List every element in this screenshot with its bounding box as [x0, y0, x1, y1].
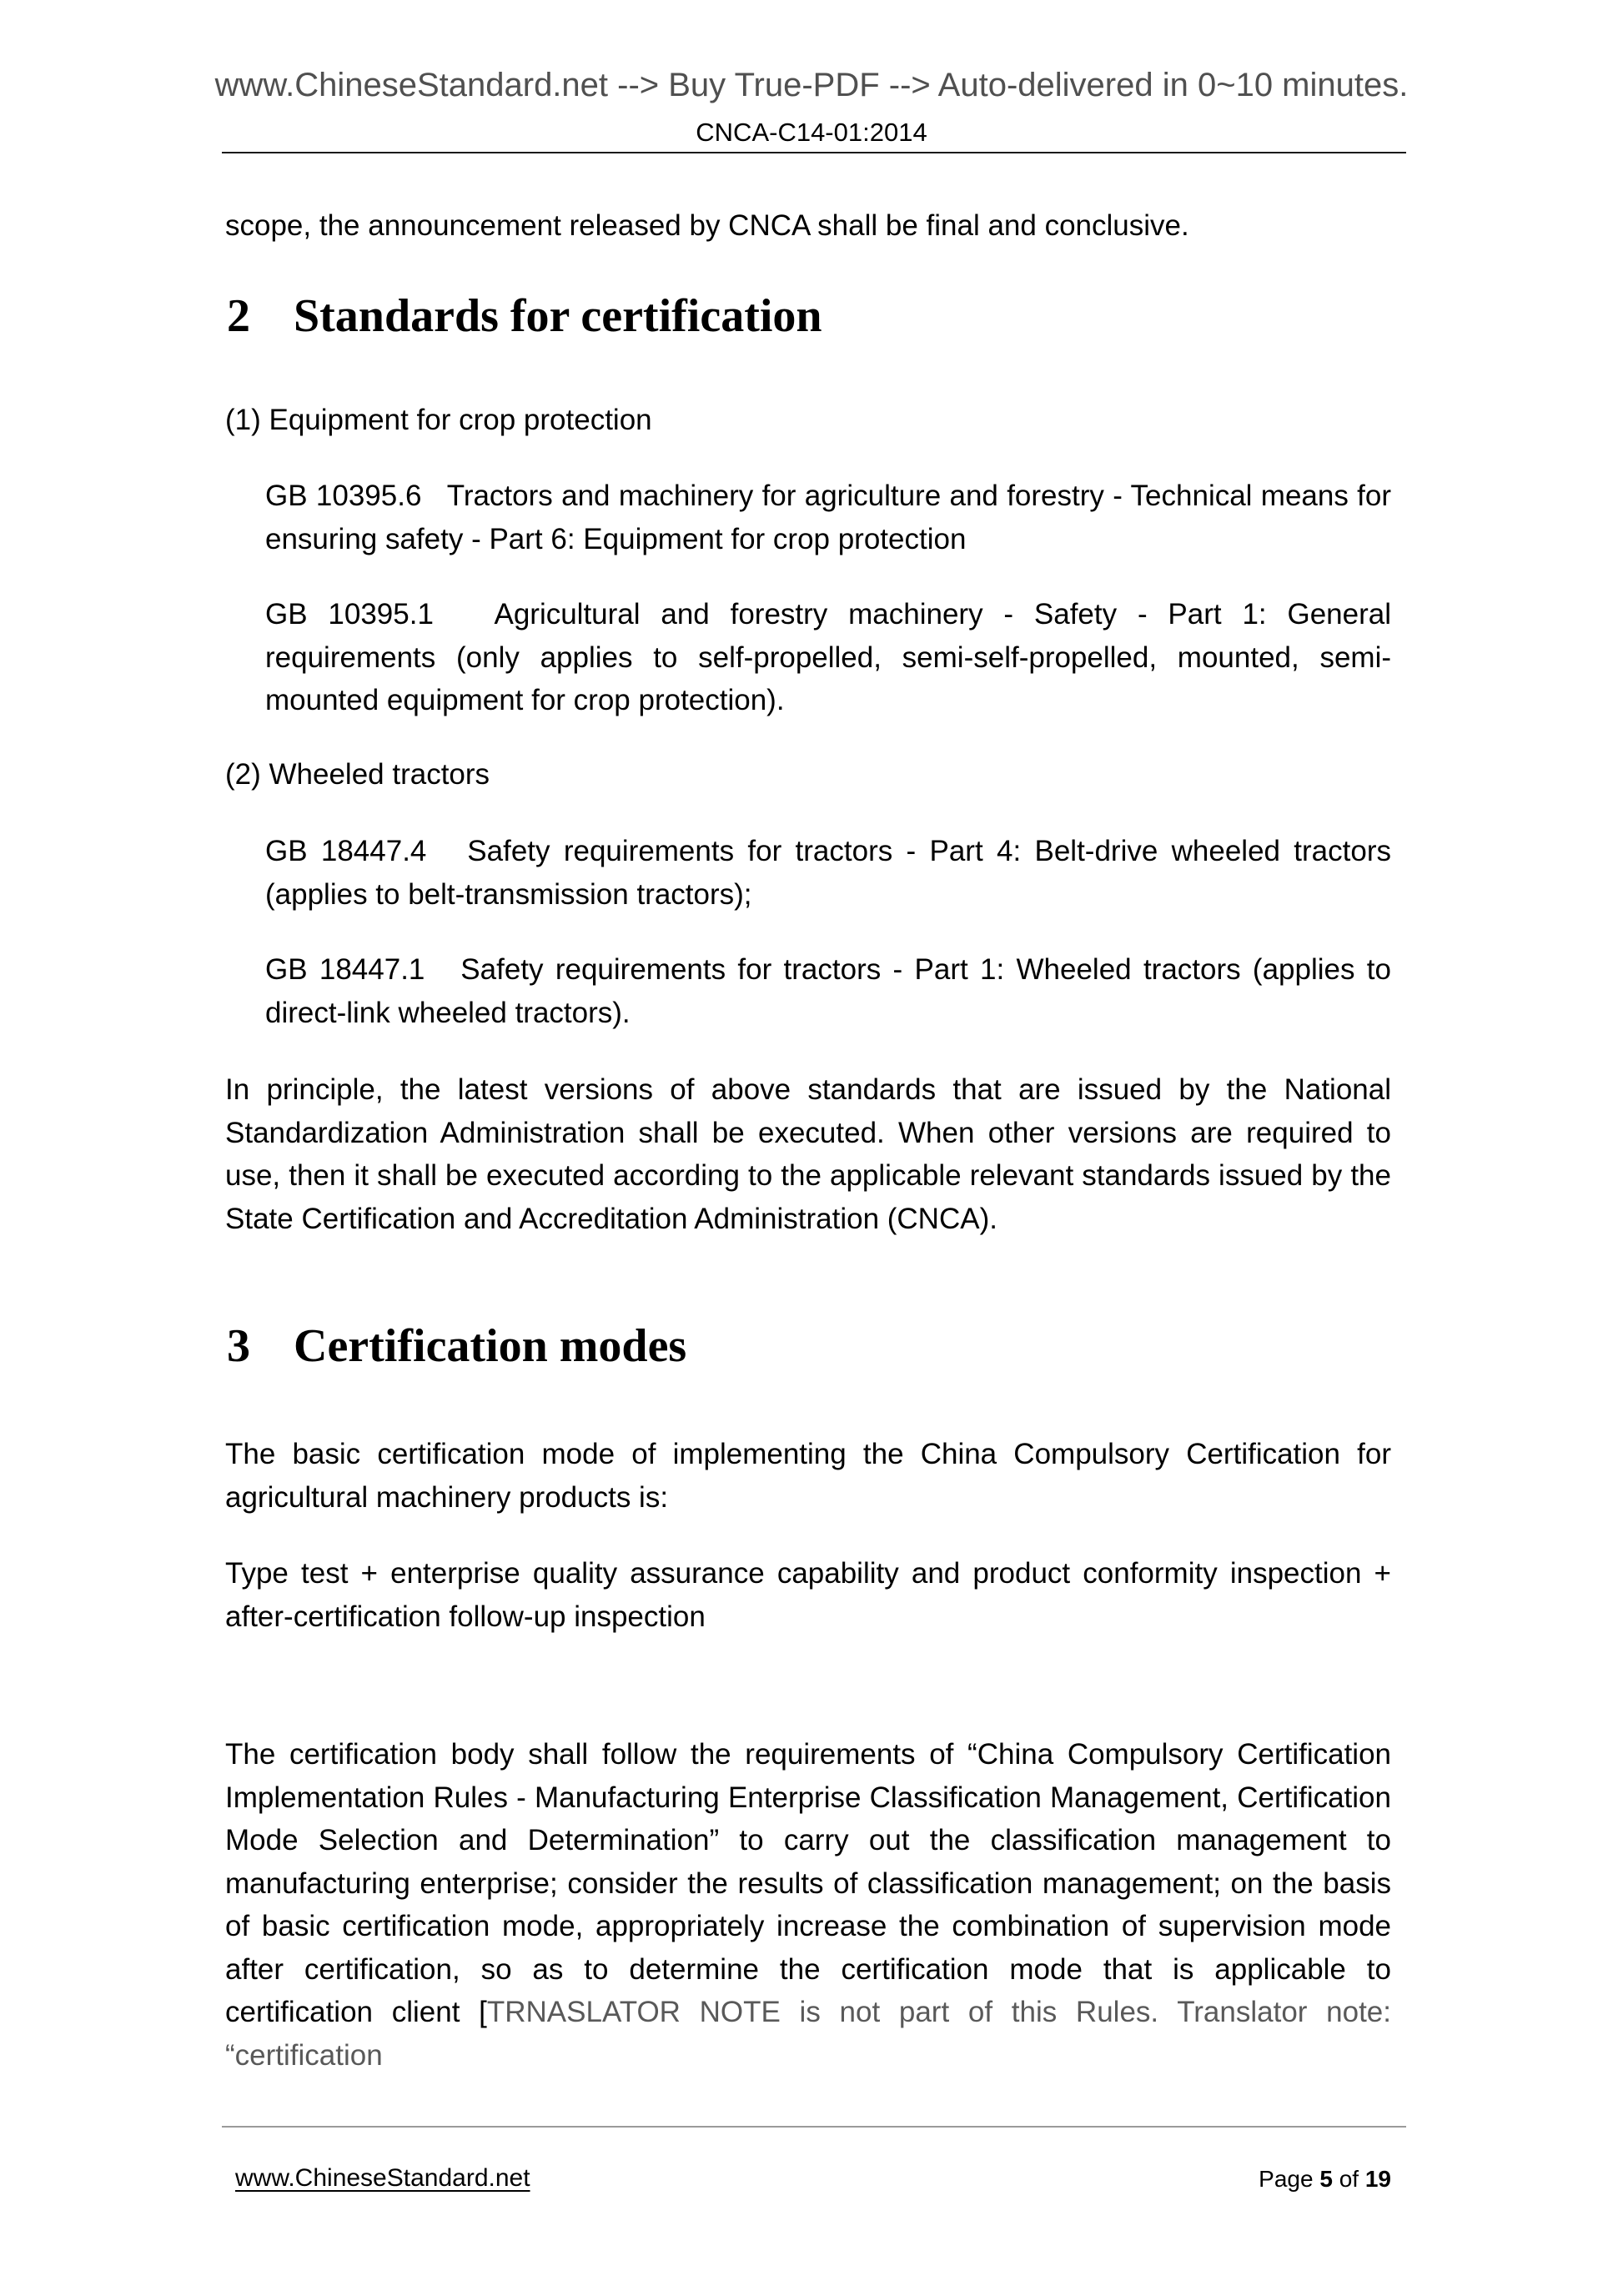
intro-continuation-paragraph: scope, the announcement released by CNCA shall be final and conclusive. — [225, 209, 1189, 242]
footer-website-link[interactable]: www.ChineseStandard.net — [235, 2164, 530, 2192]
standard-item-gb18447-1: GB 18447.1 Safety requirements for tractors - Part 1: Wheeled tractors (applies to direct-link wheeled tractors). — [265, 953, 1391, 1029]
section-number: 3 — [227, 1320, 250, 1372]
standard-item-gb10395-1: GB 10395.1 Agricultural and forestry machinery - Safety - Part 1: General requirements (only applies to self-propelled, semi-self-propelled, mounted, semi-mounted equipment for crop protection). — [265, 598, 1391, 716]
section-title: Certification modes — [294, 1320, 687, 1372]
basic-mode-paragraph: Type test + enterprise quality assurance capability and product conformity inspection + after-certification follow-up inspection — [225, 1557, 1391, 1633]
current-page-number: 5 — [1319, 2166, 1333, 2192]
footer-divider — [222, 2126, 1406, 2128]
basic-mode-intro-paragraph: The basic certification mode of implementing the China Compulsory Certification for agricultural machinery products is: — [225, 1438, 1391, 1514]
group-2-label: (2) Wheeled tractors — [225, 758, 490, 791]
section-number: 2 — [227, 290, 250, 342]
page-of: of — [1339, 2166, 1359, 2192]
site-banner: www.ChineseStandard.net --> Buy True-PDF --> Auto-delivered in 0~10 minutes. — [214, 67, 1409, 103]
section-2-heading — [227, 289, 822, 344]
bracket-open: [ — [479, 1996, 487, 2028]
page-prefix: Page — [1259, 2166, 1314, 2192]
certification-body-text: The certification body shall follow the requirements of “China Compulsory Certification Implementation Rules - Manufacturing Enterprise Classification Management, Certification Mode Selection and Determination” to carry out the classification management to manufacturing enterprise; consider the results of classification management; on the basis of basic certification mode, appropriately increase the combination of supervision mode after certification, so as to determine the certification mode that is applicable to certification client — [225, 1738, 1391, 2028]
standard-item-gb10395-6: GB 10395.6 Tractors and machinery for agriculture and forestry - Technical means for ensuring safety - Part 6: Equipment for crop protection — [265, 480, 1391, 555]
section-title: Standards for certification — [294, 290, 822, 342]
header-divider — [222, 152, 1406, 153]
page-indicator — [1259, 2164, 1391, 2194]
certification-body-paragraph — [225, 1733, 1391, 2077]
document-code: CNCA-C14-01:2014 — [696, 118, 927, 147]
group-1-label: (1) Equipment for crop protection — [225, 404, 652, 436]
translator-note: TRNASLATOR NOTE is not part of this Rules. Translator note: “certification — [225, 1996, 1391, 2072]
principle-paragraph: In principle, the latest versions of above standards that are issued by the National Standardization Administration shall be executed. When other versions are required to use, then it shall be executed according to the applicable relevant standards issued by the State Certification and Accreditation Administration (CNCA). — [225, 1073, 1391, 1235]
standard-item-gb18447-4: GB 18447.4 Safety requirements for tractors - Part 4: Belt-drive wheeled tractors (applies to belt-transmission tractors); — [265, 835, 1391, 911]
total-pages-number: 19 — [1364, 2166, 1391, 2192]
section-3-heading — [227, 1319, 686, 1374]
